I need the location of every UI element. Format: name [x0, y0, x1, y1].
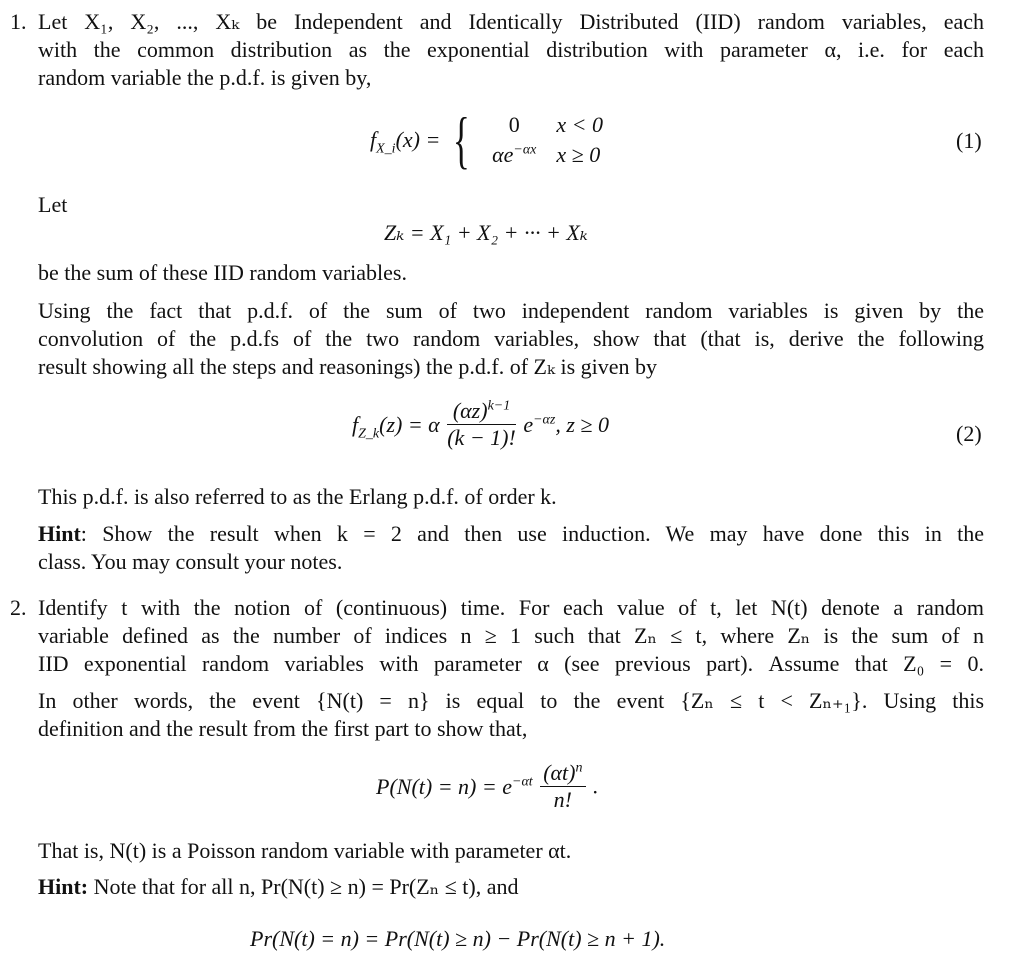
eq2-fraction: [447, 398, 516, 451]
eq3-numerator: $(\alpha t)^n$: [540, 760, 585, 787]
q2-hint-text: Note that for all n, Pr(N(t) ≥ n) = Pr(Zₙ ≤ t), and: [88, 874, 519, 899]
eq2-numerator: $(\alpha z)^{k-1}$: [447, 398, 516, 425]
eq3-tail: .: [593, 773, 599, 799]
convolution-line-2: convolution of the p.d.fs of the two random variables, show that (that is, derive the following: [38, 326, 984, 351]
erlang-line: This p.d.f. is also referred to as the Erlang p.d.f. of order k.: [38, 484, 557, 509]
eq2-denominator: (k − 1)!: [447, 425, 516, 450]
equation-2-number: (2): [956, 421, 982, 446]
convolution-line-3: result showing all the steps and reasonings) the p.d.f. of Zₖ is given by: [38, 354, 658, 379]
q1-intro-line-1: Let X₁, X₂, ..., Xₖ be Independent and Identically Distributed (IID) random variables, each: [38, 9, 984, 34]
q1-intro-line-2: with the common distribution as the exponential distribution with parameter α, i.e. for each: [38, 37, 984, 62]
question-2-number: 2.: [10, 595, 27, 620]
equation-1-number: (1): [956, 128, 982, 153]
q1-hint-line-2: class. You may consult your notes.: [38, 549, 343, 574]
left-brace-icon: {: [452, 104, 470, 175]
poisson-line: That is, N(t) is a Poisson random variable with parameter αt.: [38, 838, 572, 863]
q2-hint-line: [38, 873, 519, 901]
q2-line-5: definition and the result from the first part to show that,: [38, 716, 528, 741]
q2-hint-label: Hint:: [38, 874, 89, 899]
eq1-case1-value: 0: [508, 112, 520, 137]
eq1-lhs: $f_{X\_i}(x)$ =: [370, 127, 441, 157]
eq3-fraction: [540, 760, 585, 813]
q2-line-2: variable defined as the number of indices n ≥ 1 such that Zₙ ≤ t, where Zₙ is the sum of n: [38, 623, 984, 648]
let-label: Let: [38, 192, 68, 217]
final-equation: Pr(N(t) = n) = Pr(N(t) ≥ n) − Pr(N(t) ≥ n + 1).: [250, 926, 666, 951]
q1-hint-label: Hint: [38, 521, 81, 546]
question-1-number: 1.: [10, 9, 27, 34]
q2-line-3: IID exponential random variables with parameter α (see previous part). Assume that Z₀ = 0.: [38, 651, 984, 676]
eq3-denominator: n!: [553, 787, 572, 812]
eq1-case2-value: $\alpha e^{-\alpha x}$: [492, 142, 537, 167]
equation-1: [370, 104, 613, 175]
eq1-cases: [482, 110, 613, 170]
q2-line-1: Identify t with the notion of (continuous) time. For each value of t, let N(t) denote a random: [38, 595, 984, 620]
sum-description: be the sum of these IID random variables.: [38, 260, 407, 285]
eq3-lhs: $P(N(t) = n) = e^{-\alpha t}$: [376, 773, 533, 799]
equation-2: [352, 398, 609, 451]
q1-hint-text-1: : Show the result when k = 2 and then use induction. We may have done this in the: [80, 521, 984, 546]
equation-3: [376, 760, 599, 813]
eq1-case2-cond: x ≥ 0: [556, 142, 601, 167]
eq2-tail: $e^{-\alpha z}$, z ≥ 0: [523, 411, 609, 437]
eq2-lhs: $f_{Z\_k}(z) = \alpha$: [352, 411, 440, 441]
q1-intro-line-3: random variable the p.d.f. is given by,: [38, 65, 372, 90]
q1-hint-line-1: [38, 520, 984, 548]
sum-equation: Zₖ = X₁ + X₂ + ··· + Xₖ: [384, 220, 588, 245]
eq1-case1-cond: x < 0: [556, 112, 604, 137]
convolution-line-1: Using the fact that p.d.f. of the sum of two independent random variables is given by the: [38, 298, 984, 323]
q2-line-4: In other words, the event {N(t) = n} is equal to the event {Zₙ ≤ t < Zₙ₊₁}. Using this: [38, 688, 984, 713]
